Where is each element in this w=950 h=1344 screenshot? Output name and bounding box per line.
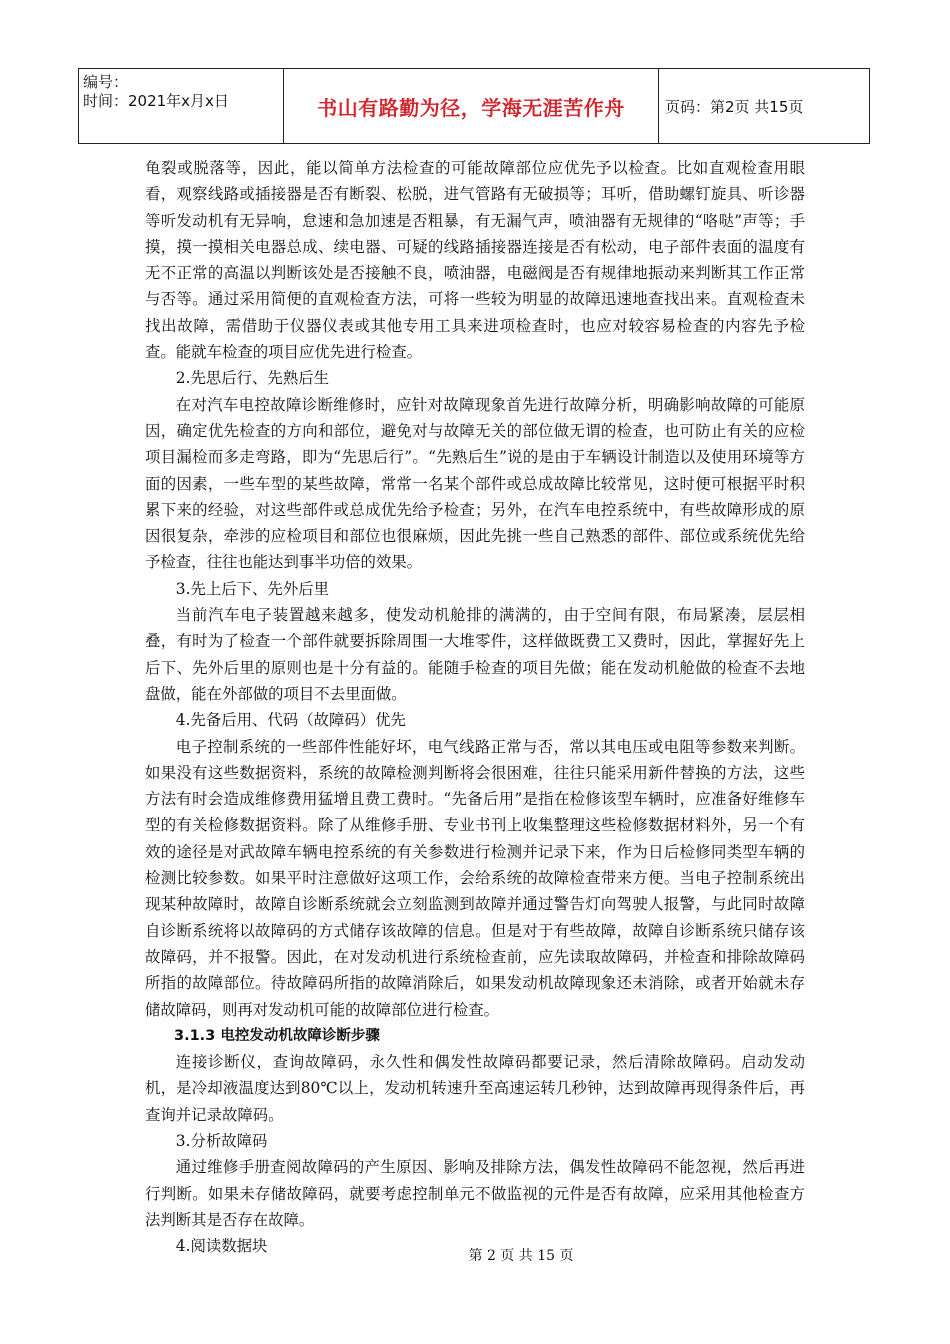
section-heading: 3.1.3 电控发动机故障诊断步骤 — [174, 1027, 380, 1044]
header-info-cell — [79, 69, 284, 143]
header-page-label: 页码：第2页 共15页 — [665, 97, 804, 116]
subsection-heading: 3.分析故障码 — [175, 1131, 268, 1150]
body-paragraph: 通过维修手册查阅故障码的产生原因、影响及排除方法，偶发性故障码不能忽视，然后再进行判断。如果未存储故障码，就要考虑控制单元不做监视的元件是否有故障，应采用其他检查方法判断其是否存在故障。 — [145, 1158, 805, 1229]
header-motto: 书山有路勤为径，学海无涯苦作舟 — [284, 69, 659, 143]
body-paragraph: 电子控制系统的一些部件性能好坏，电气线路正常与否，常以其电压或电阻等参数来判断。如果没有这些数据资料，系统的故障检测判断将会很困难，往往只能采用新件替换的方法，这些方法有时会造成维修费用猛增且费工费时。“先备后用”是指在检修该型车辆时，应准备好维修车型的有关检修数据资料。除了从维修手册、专业书刊上收集整理这些检修数据材料外，另一个有效的途径是对武故障车辆电控系统的有关参数进行检测并记录下来，作为日后检修同类型车辆的检测比较参数。如果平时注意做好这项工作，会给系统的故障检查带来方便。当电子控制系统出现某种故障时，故障自诊断系统就会立刻监测到故障并通过警告灯向驾驶人报警，与此同时故障自诊断系统将以故障码的方式储存该故障的信息。但是对于有些故障，故障自诊断系统只储存该故障码，并不报警。因此，在对发动机进行系统检查前，应先读取故障码，并检查和排除故障码所指的故障部位。待故障码所指的故障消除后，如果发动机故障现象还未消除，或者开始就未存储故障码，则再对发动机可能的故障部位进行检查。 — [145, 737, 805, 1019]
subsection-heading: 4.先备后用、代码（故障码）优先 — [175, 711, 406, 730]
header-table — [78, 68, 870, 144]
date-label: 时间：2021年x月x日 — [83, 92, 229, 110]
document-body — [145, 155, 805, 1259]
body-paragraph: 当前汽车电子装置越来越多，使发动机舱排的满满的，由于空间有限，布局紧凑，层层相叠，有时为了检查一个部件就要拆除周围一大堆零件，这样做既费工又费时，因此，掌握好先上后下、先外后里的原则也是十分有益的。能随手检查的项目先做；能在发动机舱做的检查不去地盘做，能在外部做的项目不去里面做。 — [145, 606, 805, 703]
subsection-heading: 4.阅读数据块 — [175, 1237, 268, 1256]
subsection-heading: 2.先思后行、先熟后生 — [175, 369, 329, 388]
body-paragraph: 连接诊断仪，查询故障码，永久性和偶发性故障码都要记录，然后清除故障码。启动发动机，是冷却液温度达到80℃以上，发动机转速升至高速运转几秒钟，达到故障再现得条件后，再查询并记录故障码。 — [145, 1053, 805, 1124]
subsection-heading: 3.先上后下、先外后里 — [175, 579, 329, 598]
body-paragraph: 在对汽车电控故障诊断维修时，应针对故障现象首先进行故障分析，明确影响故障的可能原因，确定优先检查的方向和部位，避免对与故障无关的部位做无谓的检查，也可防止有关的应检项目漏检而多走弯路，即为“先思后行”。“先熟后生”说的是由于车辆设计制造以及使用环境等方面的因素，一些车型的某些故障，常常一名某个部件或总成故障比较常见，这时便可根据平时积累下来的经验，对这些部件或总成优先给予检查；另外，在汽车电控系统中，有些故障形成的原因很复杂，牵涉的应检项目和部位也很麻烦，因此先挑一些自己熟悉的部件、部位或系统优先给予检查，往往也能达到事半功倍的效果。 — [145, 395, 805, 572]
page-footer: 第 2 页 共 15 页 — [468, 1248, 574, 1264]
number-label: 编号： — [83, 73, 129, 91]
body-paragraph: 龟裂或脱落等，因此，能以简单方法检查的可能故障部位应优先予以检查。比如直观检查用眼看，观察线路或插接器是否有断裂、松脱，进气管路有无破损等；耳听，借助螺钉旋具、听诊器等听发动机有无异响，怠速和急加速是否粗暴，有无漏气声，喷油器有无规律的“咯哒”声等；手摸，摸一摸相关电器总成、续电器、可疑的线路插接器连接是否有松动，电子部件表面的温度有无不正常的高温以判断该处是否接触不良，喷油器，电磁阀是否有规律地振动来判断其工作正常与否等。通过采用简便的直观检查方法，可将一些较为明显的故障迅速地查找出来。直观检查未找出故障，需借助于仪器仪表或其他专用工具来进项检查时，也应对较容易检查的内容先予检查。能就车检查的项目应优先进行检查。 — [145, 159, 805, 362]
